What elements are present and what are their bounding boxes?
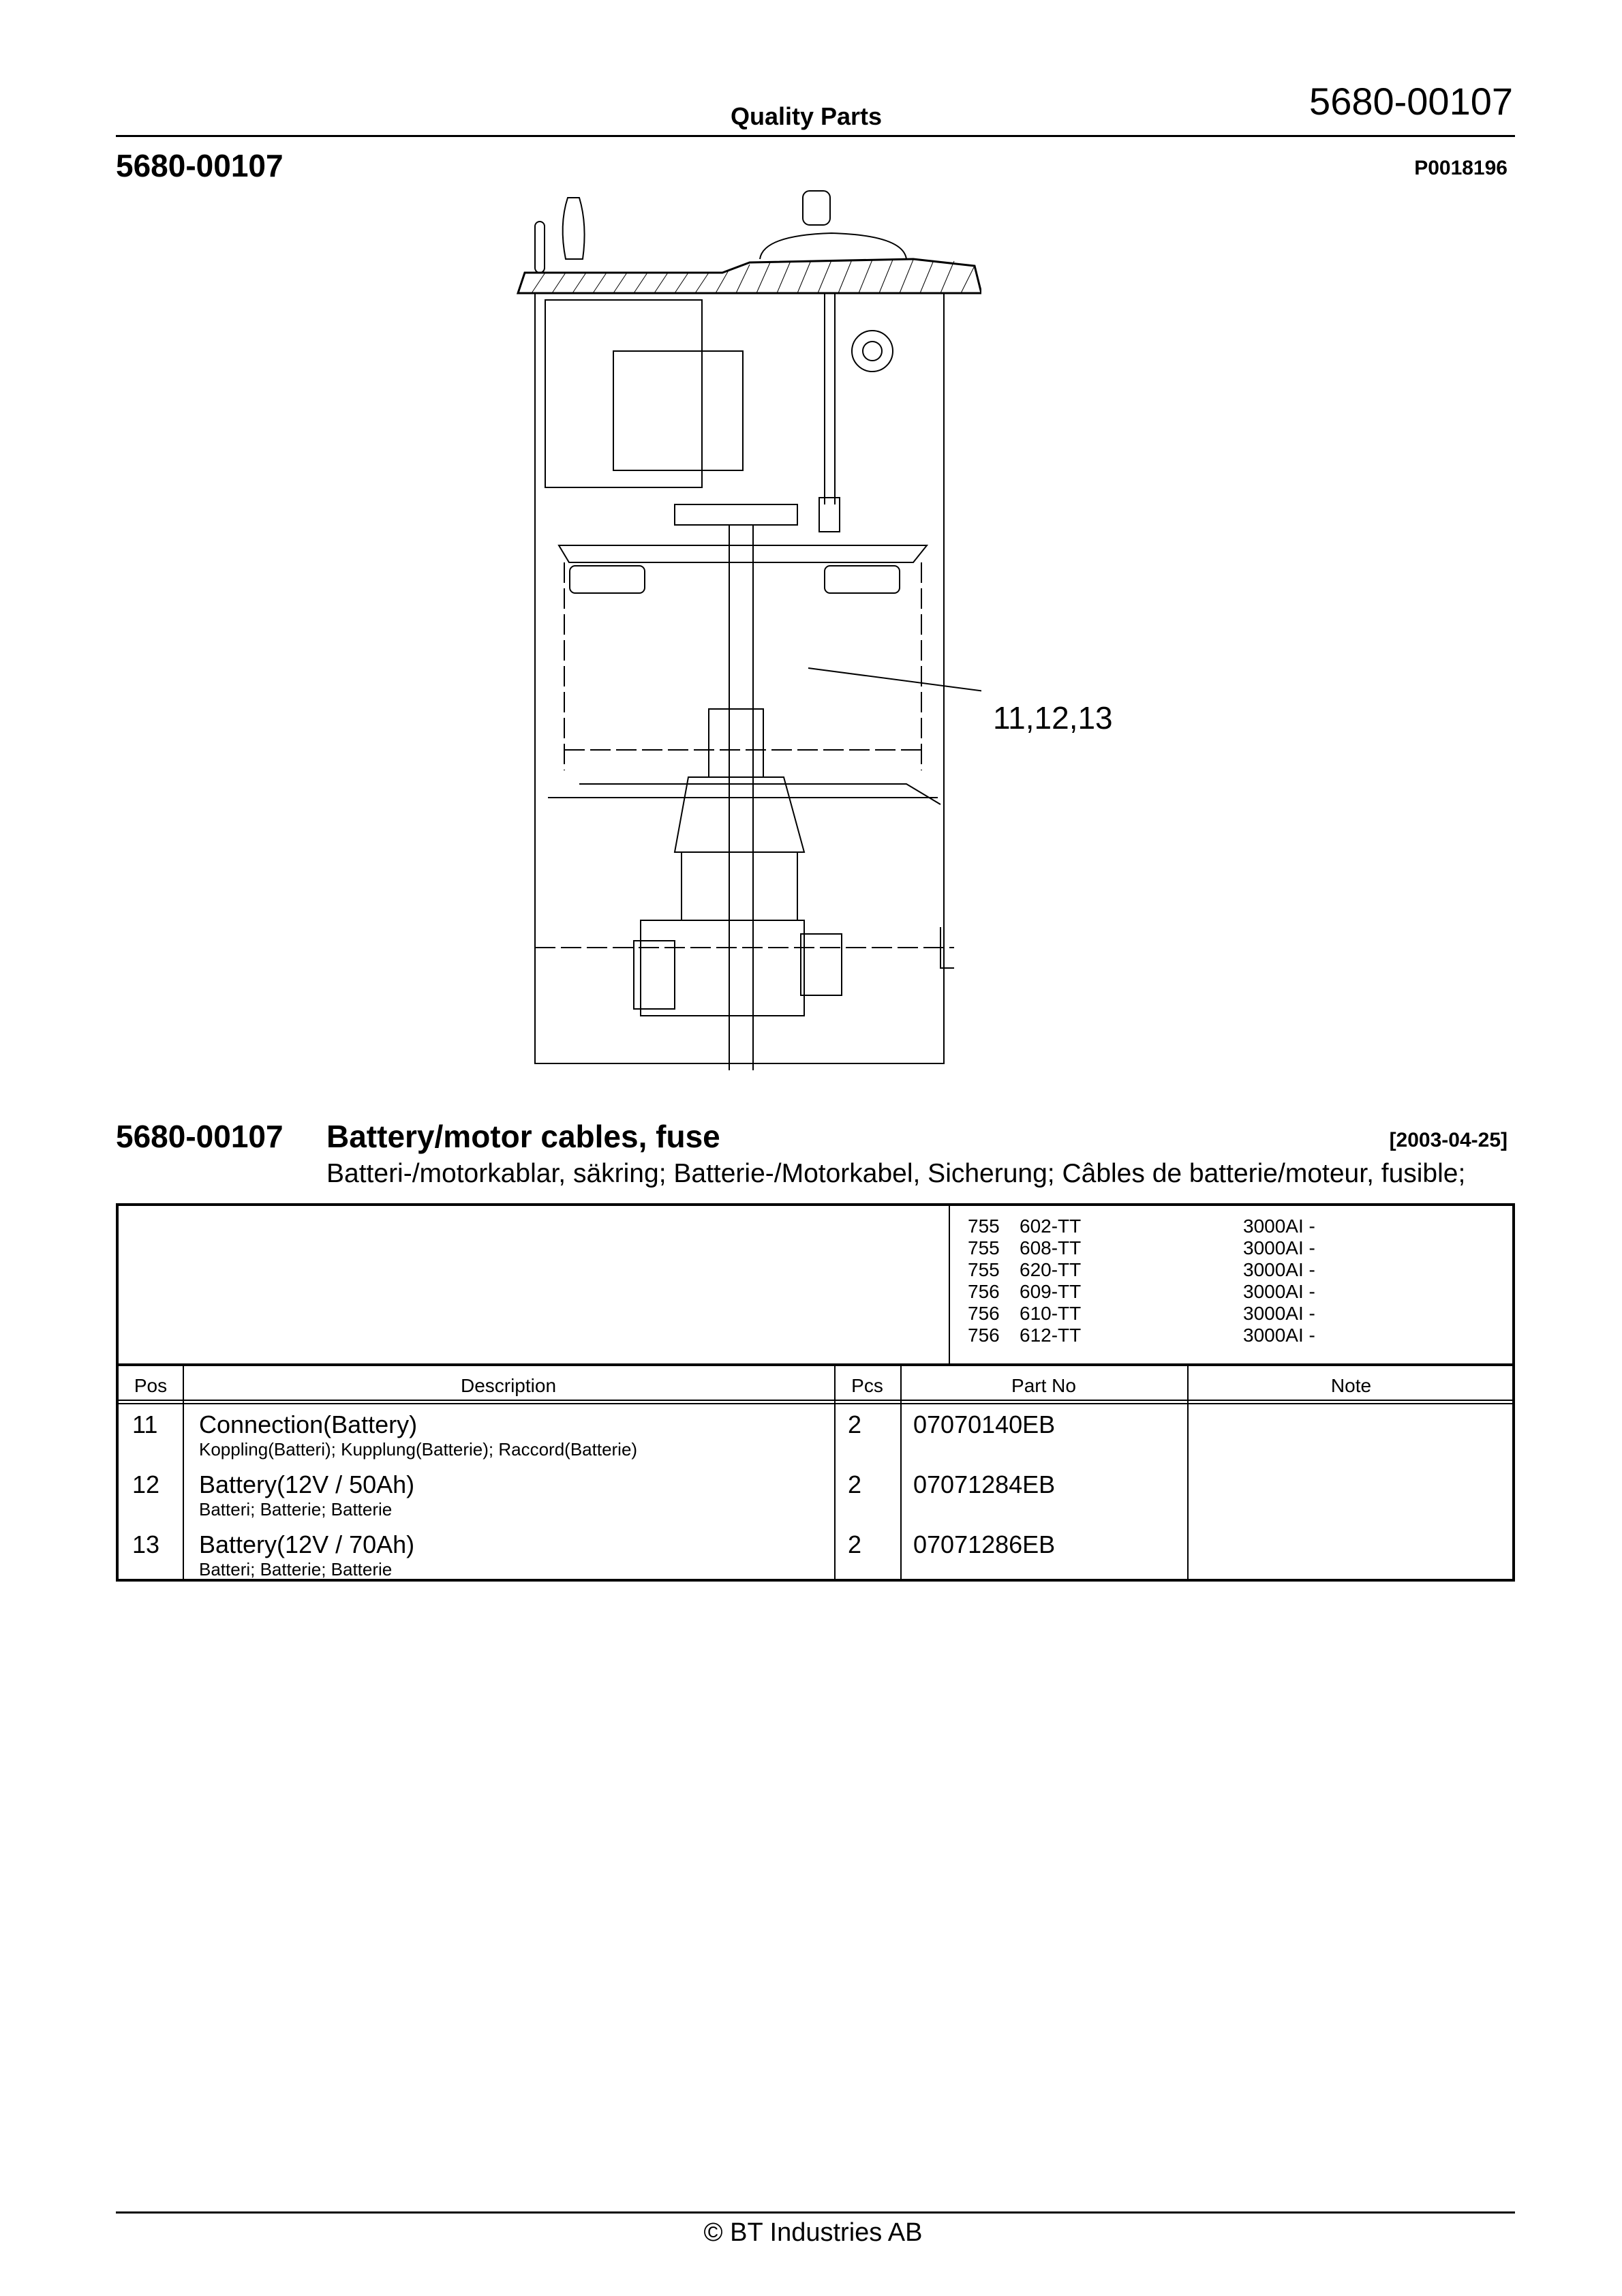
row-description: Battery(12V / 70Ah) (199, 1530, 415, 1558)
row-pcs: 2 (848, 1530, 862, 1558)
row-description: Connection(Battery) (199, 1410, 418, 1438)
callout-label: 11,12,13 (993, 700, 1113, 736)
section-title: Battery/motor cables, fuse (326, 1119, 720, 1154)
row-translations: Koppling(Batteri); Kupplung(Batterie); Raccord(Batterie) (199, 1439, 638, 1460)
section-subtitle: Batteri-/motorkablar, säkring; Batterie-/Motorkabel, Sicherung; Câbles de batterie/moteur, fusible; (326, 1159, 1466, 1188)
row-translations: Batteri; Batterie; Batterie (199, 1559, 393, 1580)
row-pos: 11 (132, 1410, 158, 1438)
footer-copyright: © BT Industries AB (703, 2218, 923, 2247)
model-series: 755 (968, 1215, 1000, 1237)
footer-divider (116, 2211, 1515, 2214)
model-serial: 3000AI - (1243, 1259, 1315, 1280)
model-series: 755 (968, 1237, 1000, 1258)
row-part-no: 07070140EB (913, 1410, 1056, 1438)
header-pcs: Pcs (851, 1375, 883, 1396)
section-number: 5680-00107 (116, 1119, 284, 1154)
exploded-drawing (504, 184, 981, 1077)
model-serial: 3000AI - (1243, 1303, 1315, 1324)
header-part-no: Part No (1011, 1375, 1076, 1396)
row-pcs: 2 (848, 1410, 862, 1438)
header-divider (116, 135, 1515, 137)
parts-table (116, 1203, 1515, 1582)
picture-number: P0018196 (1414, 157, 1508, 179)
header-pos: Pos (134, 1375, 168, 1396)
row-pcs: 2 (848, 1470, 862, 1498)
section-number: 5680-00107 (116, 148, 284, 183)
model-serial: 3000AI - (1243, 1325, 1315, 1346)
model-type: 609-TT (1020, 1281, 1082, 1302)
row-description: Battery(12V / 50Ah) (199, 1470, 415, 1498)
row-pos: 12 (132, 1470, 160, 1498)
header-note: Note (1330, 1375, 1372, 1396)
header-description: Description (460, 1375, 557, 1396)
row-pos: 13 (132, 1530, 160, 1558)
model-type: 608-TT (1020, 1237, 1082, 1258)
model-series: 756 (968, 1303, 1000, 1324)
model-type: 610-TT (1020, 1303, 1082, 1324)
model-series: 756 (968, 1281, 1000, 1302)
model-series: 756 (968, 1325, 1000, 1346)
section-date: [2003-04-25] (1389, 1129, 1508, 1151)
row-translations: Batteri; Batterie; Batterie (199, 1499, 393, 1520)
model-type: 602-TT (1020, 1215, 1082, 1237)
model-type: 620-TT (1020, 1259, 1082, 1280)
row-part-no: 07071284EB (913, 1470, 1056, 1498)
row-part-no: 07071286EB (913, 1530, 1056, 1558)
model-list (949, 1206, 1515, 1363)
model-series: 755 (968, 1259, 1000, 1280)
header-title: Quality Parts (730, 102, 883, 130)
model-serial: 3000AI - (1243, 1281, 1315, 1302)
model-type: 612-TT (1020, 1325, 1082, 1346)
model-serial: 3000AI - (1243, 1237, 1315, 1258)
model-serial: 3000AI - (1243, 1215, 1315, 1237)
doc-number: 5680-00107 (1309, 80, 1513, 123)
